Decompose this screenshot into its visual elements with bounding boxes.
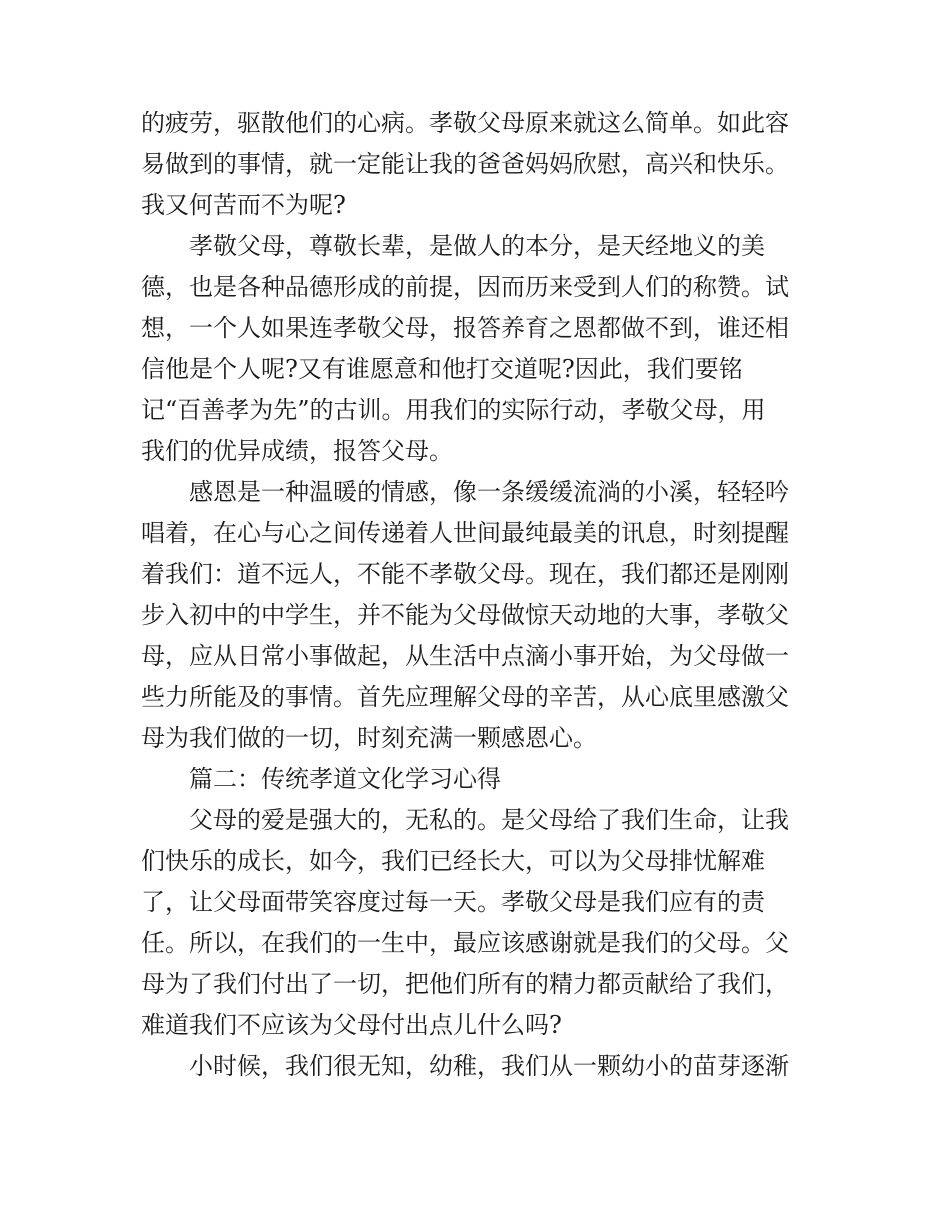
- text-line: 我又何苦而不为呢?: [141, 191, 346, 219]
- text-line: 父母的爱是强大的，无私的。是父母给了我们生命，让我: [189, 806, 789, 834]
- text-line: 篇二：传统孝道文化学习心得: [189, 765, 501, 793]
- text-line: 记“百善孝为先”的古训。用我们的实际行动，孝敬父母，用: [141, 396, 766, 424]
- text-line: 步入初中的中学生，并不能为父母做惊天动地的大事，孝敬父: [141, 601, 789, 629]
- text-line: 的疲劳，驱散他们的心病。孝敬父母原来就这么简单。如此容: [141, 109, 789, 137]
- text-line: 信他是个人呢?又有谁愿意和他打交道呢?因此，我们要铭: [141, 355, 743, 383]
- text-line: 些力所能及的事情。首先应理解父母的辛苦，从心底里感激父: [141, 683, 789, 711]
- text-line: 小时候，我们很无知，幼稚，我们从一颗幼小的苗芽逐渐: [189, 1052, 789, 1080]
- text-line: 感恩是一种温暖的情感，像一条缓缓流淌的小溪，轻轻吟: [189, 478, 789, 506]
- text-line: 难道我们不应该为父母付出点儿什么吗?: [141, 1011, 562, 1039]
- text-line: 母为我们做的一切，时刻充满一颗感恩心。: [141, 724, 597, 752]
- text-line: 德，也是各种品德形成的前提，因而历来受到人们的称赞。试: [141, 273, 789, 301]
- text-line: 孝敬父母，尊敬长辈，是做人的本分，是天经地义的美: [189, 232, 765, 260]
- text-line: 唱着，在心与心之间传递着人世间最纯最美的讯息，时刻提醒: [141, 519, 789, 547]
- text-line: 易做到的事情，就一定能让我的爸爸妈妈欣慰，高兴和快乐。: [141, 150, 789, 178]
- text-line: 任。所以，在我们的一生中，最应该感谢就是我们的父母。父: [141, 929, 789, 957]
- text-line: 了，让父母面带笑容度过每一天。孝敬父母是我们应有的责: [141, 888, 765, 916]
- text-line: 想，一个人如果连孝敬父母，报答养育之恩都做不到，谁还相: [141, 314, 789, 342]
- text-line: 我们的优异成绩，报答父母。: [141, 437, 453, 465]
- text-line: 母为了我们付出了一切，把他们所有的精力都贡献给了我们，: [141, 970, 789, 998]
- text-line: 们快乐的成长，如今，我们已经长大，可以为父母排忧解难: [141, 847, 765, 875]
- text-line: 母，应从日常小事做起，从生活中点滴小事开始，为父母做一: [141, 642, 789, 670]
- text-line: 着我们：道不远人，不能不孝敬父母。现在，我们都还是刚刚: [141, 560, 789, 588]
- document-body: [141, 103, 813, 1087]
